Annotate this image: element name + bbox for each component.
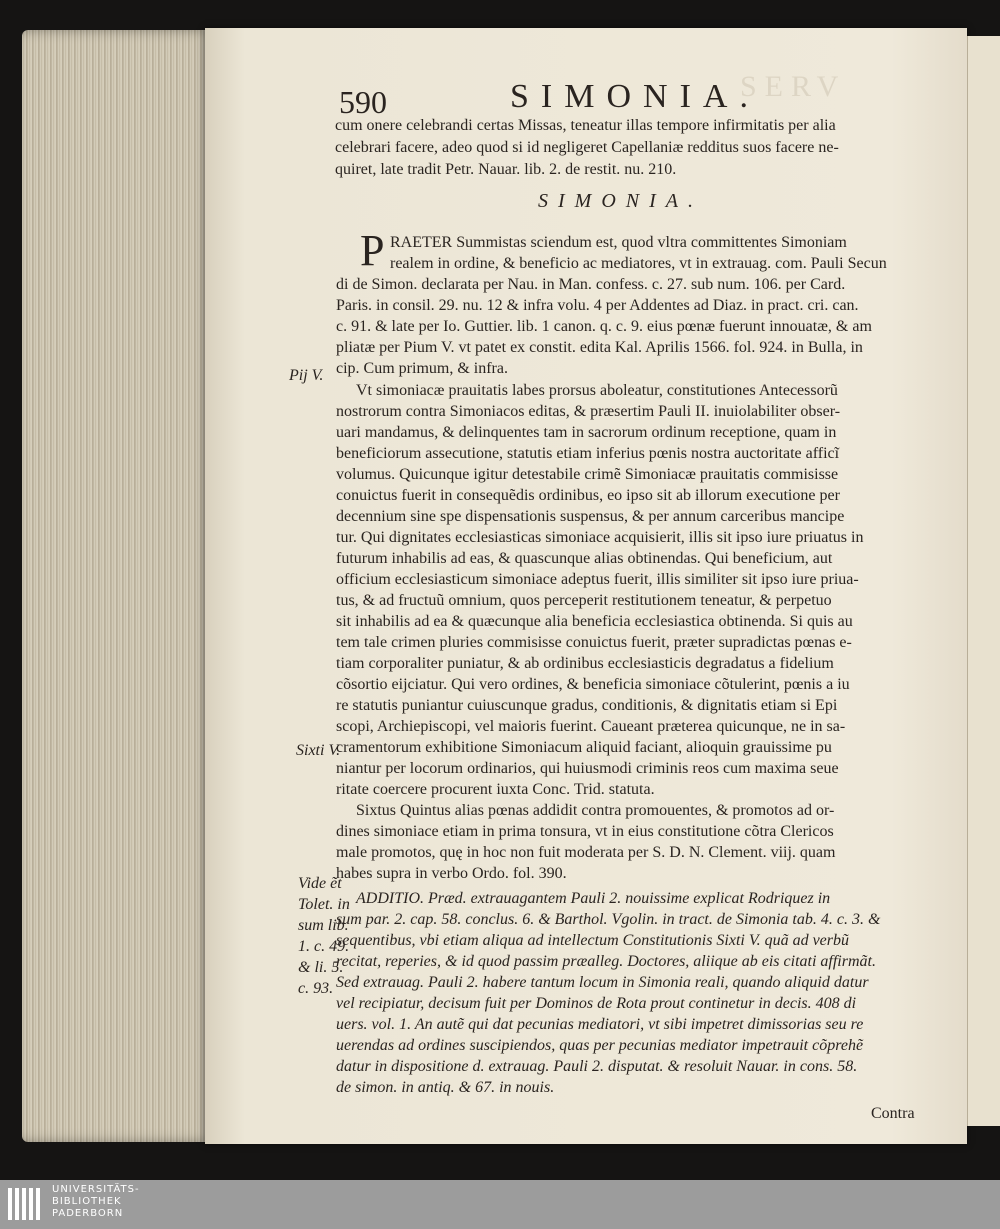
text-line: nostrorum contra Simoniacos editas, & præsertim Pauli II. inuiolabiliter obser- — [336, 403, 841, 420]
text-line: dines simoniace etiam in prima tonsura, vt in eius constitutione cõtra Clericos — [336, 823, 834, 840]
margin-note-vide: Vide ẽt — [298, 875, 342, 892]
text-line: uari mandamus, & delinquentes tam in sacrorum ordinum receptione, quam in — [336, 424, 837, 441]
text-line: scopi, Archiepiscopi, vel maioris fuerint. Caueant præterea quicunque, ne in sa- — [336, 718, 846, 735]
text-line: sit inhabilis ad ea & quæcunque alia beneficia ecclesiastica obtinenda. Si quis au — [336, 613, 853, 630]
book-page-edges — [22, 30, 212, 1142]
margin-note-vide: c. 93. — [298, 980, 334, 997]
margin-note-pius: Pij V. — [289, 367, 324, 384]
text-line: tur. Qui dignitates ecclesiasticas simoniace acquisierit, illis sit ipso iure priuatus in — [336, 529, 864, 546]
section-title: SIMONIA. — [538, 190, 703, 212]
text-line: officium ecclesiasticum simoniace adeptus fuerit, illis similiter sit ipso iure priua- — [336, 571, 859, 588]
text-line: tem tale crimen pluries commisisse conuictus fuerit, præter supradictas pœnas e- — [336, 634, 852, 651]
additio-line: ADDITIO. Præd. extrauagantem Pauli 2. nouissime explicat Rodriquez in — [356, 890, 831, 907]
text-line: niantur per locorum ordinarios, qui huiusmodi criminis reos cum maxima seue — [336, 760, 839, 777]
text-line: celebrari facere, adeo quod si id negligeret Capellaniæ redditus suos facere ne- — [335, 139, 839, 156]
page-number: 590 — [339, 84, 387, 120]
library-logo-icon — [6, 1184, 42, 1224]
text-line: tus, & ad fructuũ omnium, quos perceperit restitutionem teneatur, & perpetuo — [336, 592, 832, 609]
text-line: cum onere celebrandi certas Missas, teneatur illas tempore infirmitatis per alia — [335, 117, 836, 134]
additio-line: uerendas ad ordines suscipiendos, quas per pecunias mediator impetrauit cõprehẽ — [336, 1037, 864, 1054]
text-line: male promotos, quę in hoc non fuit moderata per S. D. N. Clement. viij. quam — [336, 844, 836, 861]
additio-line: de simon. in antiq. & 67. in nouis. — [336, 1079, 555, 1096]
text-line: realem in ordine, & beneficio ac mediatores, vt in extrauag. com. Pauli Secun — [390, 255, 887, 272]
text-line: ritate coercere procurent iuxta Conc. Trid. statuta. — [336, 781, 655, 798]
text-line: Vt simoniacæ prauitatis labes prorsus aboleatur, constitutiones Antecessorũ — [356, 382, 838, 399]
margin-note-vide: & li. 5. — [298, 959, 344, 976]
text-line: cip. Cum primum, & infra. — [336, 360, 508, 377]
text-line: decennium sine spe dispensationis suspensus, & per annum carceribus mancipe — [336, 508, 845, 525]
additio-line: vel recipiatur, decisum fuit per Dominos de Rota prout continetur in decis. 408 di — [336, 995, 857, 1012]
text-line: beneficiorum assecutione, statutis etiam inferius pœnis nostra auctoritate afficĩ — [336, 445, 840, 462]
library-name-line1: UNIVERSITÄTS- — [52, 1184, 140, 1195]
additio-line: datur in dispositione d. extrauag. Pauli 2. disputat. & resoluit Nauar. in cons. 58. — [336, 1058, 858, 1075]
text-line: RAETER Summistas sciendum est, quod vltra committentes Simoniam — [390, 234, 847, 251]
running-head: SIMONIA. — [510, 78, 760, 115]
facing-page-edge — [967, 36, 1000, 1126]
additio-line: recitat, reperies, & id quod passim præalleg. Doctores, aliique ab eis citati affirmãt. — [336, 953, 876, 970]
catchword: Contra — [871, 1105, 915, 1122]
text-line: c. 91. & late per Io. Guttier. lib. 1 canon. q. c. 9. eius pœnæ fuerunt innouatæ, & am — [336, 318, 872, 335]
library-name-line2: BIBLIOTHEK — [52, 1196, 122, 1207]
additio-line: uers. vol. 1. An autẽ qui dat pecunias mediatori, vt sibi impetret dimissorias seu re — [336, 1016, 864, 1033]
drop-capital: P — [360, 226, 385, 275]
library-name-line3: PADERBORN — [52, 1208, 124, 1219]
margin-note-vide: 1. c. 49. — [298, 938, 350, 955]
text-line: cramentorum exhibitione Simoniacum aliquid faciant, alioquin grauissime pu — [336, 739, 832, 756]
text-line: Sixtus Quintus alias pœnas addidit contra promouentes, & promotos ad or- — [356, 802, 835, 819]
text-line: quiret, late tradit Petr. Nauar. lib. 2. de restit. nu. 210. — [335, 161, 677, 178]
text-line: futurum inhabilis ad eas, & quascunque alias obtinendas. Qui beneficium, aut — [336, 550, 833, 567]
bleed-through-text: SERV — [740, 70, 847, 103]
text-line: cõsortio eijciatur. Qui vero ordines, & beneficia simoniace cõtulerint, pœnis a iu — [336, 676, 850, 693]
additio-line: Sed extrauag. Pauli 2. habere tantum locum in Simonia reali, quando aliquid datur — [336, 974, 869, 991]
text-line: habes supra in verbo Ordo. fol. 390. — [336, 865, 567, 882]
text-line: volumus. Quicunque igitur detestabile crimẽ Simoniacæ prauitatis commisisse — [336, 466, 839, 483]
text-line: tiam corporaliter puniatur, & ab ordinibus ecclesiasticis degradatus a fidelium — [336, 655, 834, 672]
text-line: Paris. in consil. 29. nu. 12 & infra volu. 4 per Addentes ad Diaz. in pract. cri. can. — [336, 297, 859, 314]
additio-line: sum par. 2. cap. 58. conclus. 6. & Barthol. Vgolin. in tract. de Simonia tab. 4. c. 3. & — [336, 911, 881, 928]
text-line: di de Simon. declarata per Nau. in Man. confess. c. 27. sub num. 106. per Card. — [336, 276, 846, 293]
additio-line: sequentibus, vbi etiam aliqua ad intellectum Constitutionis Sixti V. quã ad verbũ — [336, 932, 849, 949]
text-line: pliatæ per Pium V. vt patet ex constit. edita Kal. Aprilis 1566. fol. 924. in Bulla, in — [336, 339, 863, 356]
text-line: re statutis puniantur cuiuscunque gradus, conditionis, & dignitatis etiam si Epi — [336, 697, 838, 714]
library-footer-bar — [0, 1180, 1000, 1229]
margin-note-sixti: Sixti V. — [296, 742, 341, 759]
margin-note-vide: sum lib. — [298, 917, 349, 934]
margin-note-vide: Tolet. in — [298, 896, 350, 913]
text-line: conuictus fuerit in consequẽdis ordinibus, eo ipso sit ab illorum executione per — [336, 487, 840, 504]
